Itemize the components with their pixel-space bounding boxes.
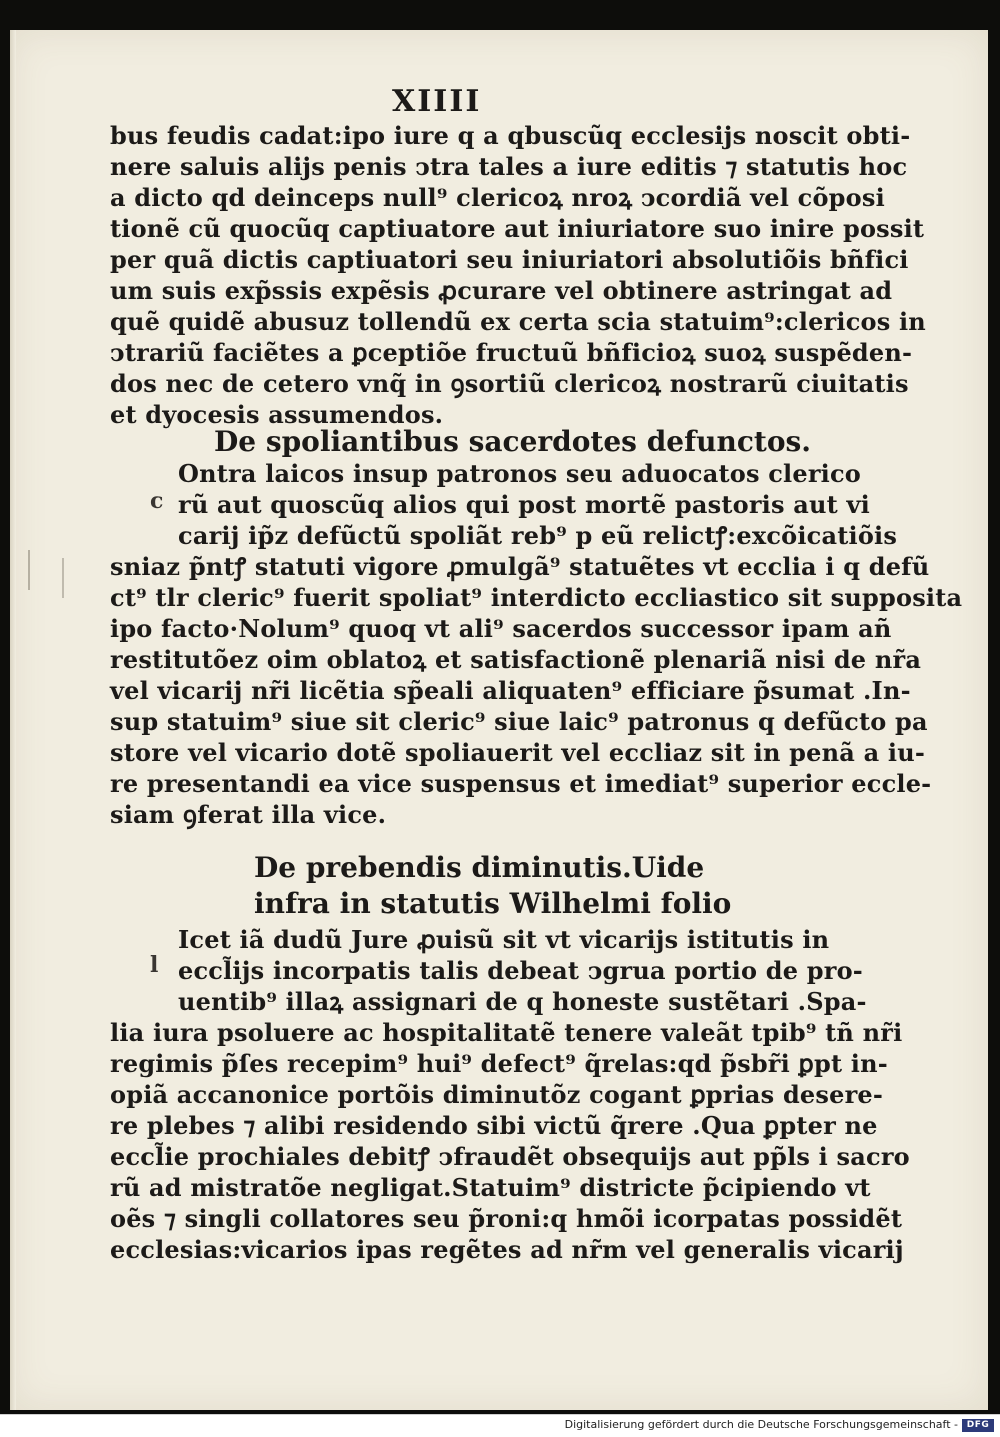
text-line: lia iura psoluere ac hospitalitatẽ tenere valeãt tpib⁹ tñ nr̃i <box>110 1018 903 1047</box>
text-line: rũ aut quoscũq alios qui post mortẽ pastoris aut vi <box>178 490 870 519</box>
margin-mark <box>62 558 64 598</box>
margin-mark <box>28 550 30 590</box>
section-heading: infra in statutis Wilhelmi folio <box>254 887 732 920</box>
section-heading: De spoliantibus sacerdotes defunctos. <box>214 425 812 458</box>
text-line: eccl̃ijs incorpatis talis debeat ↄgrua portio de pro- <box>178 956 863 985</box>
text-line: siam ꝯferat illa vice. <box>110 800 387 829</box>
text-line: bus feudis cadat:ipo iure q a qbuscũq ecclesijs noscit obti- <box>110 121 911 150</box>
footer-bar <box>0 1414 1000 1437</box>
text-line: um suis exp̃ssis expẽsis ꝓcurare vel obtinere astringat ad <box>110 276 893 305</box>
text-line: sup statuim⁹ siue sit cleric⁹ siue laic⁹ patronus q defũcto pa <box>110 707 928 736</box>
text-line: Ontra laicos insup patronos seu aduocatos clerico <box>178 459 862 488</box>
text-line: eccl̃ie prochiales debitꝭ ↄfraudẽt obsequijs aut pp̃ls i sacro <box>110 1142 910 1171</box>
text-line: sniaz p̃ntꝭ statuti vigore ꝓmulgã⁹ statuẽtes vt ecclia i q defũ <box>110 552 930 581</box>
text-line: ct⁹ tlr cleric⁹ fuerit spoliat⁹ interdicto eccliastico sit supposita <box>110 583 963 612</box>
text-line: store vel vicario dotẽ spoliauerit vel eccliaz sit in penã a iu- <box>110 738 926 767</box>
page-edge <box>10 30 16 1410</box>
scanned-page <box>10 30 988 1410</box>
text-line: per quã dictis captiuatori seu iniuriatori absolutiõis bñfici <box>110 245 909 274</box>
text-line: ipo facto·Nolum⁹ quoq vt ali⁹ sacerdos successor ipam añ <box>110 614 892 643</box>
text-line: et dyocesis assumendos. <box>110 400 444 429</box>
section-heading: De prebendis diminutis.Uide <box>254 851 705 884</box>
text-line: rũ ad mistratõe negligat.Statuim⁹ districte p̃cipiendo vt <box>110 1173 871 1202</box>
text-line: ↄtrariũ faciẽtes a ꝑceptiõe fructuũ bñficioꝝ suoꝝ suspẽden- <box>110 338 913 367</box>
text-line: vel vicarij nr̃i licẽtia sp̃eali aliquaten⁹ efficiare p̃sumat .In- <box>110 676 911 705</box>
text-line: re plebes ⁊ alibi residendo sibi victũ q̃rere .Qua ꝑpter ne <box>110 1111 878 1140</box>
text-block-1 <box>110 120 926 430</box>
folio-number: XIIII <box>392 84 482 119</box>
text-line: re presentandi ea vice suspensus et imediat⁹ superior eccle- <box>110 769 932 798</box>
text-line: ecclesias:vicarios ipas regẽtes ad nr̃m vel generalis vicarij <box>110 1235 904 1264</box>
initial-guide-letter: l <box>150 952 159 978</box>
text-line: opiã accanonice portõis diminutõz cogant ꝑprias desere- <box>110 1080 884 1109</box>
text-line: quẽ quidẽ abusuz tollendũ ex certa scia statuim⁹:clericos in <box>110 307 926 336</box>
text-line: nere saluis alijs penis ↄtra tales a iure editis ⁊ statutis hoc <box>110 152 908 181</box>
text-line: carij ip̃z defũctũ spoliãt reb⁹ p eũ relictꝭ:excõicatiõis <box>178 521 898 550</box>
text-line: a dicto qd deinceps null⁹ clericoꝝ nroꝝ ↄcordiã vel cõposi <box>110 183 885 212</box>
text-line: regimis p̃ſes recepim⁹ hui⁹ defect⁹ q̃relas:qd p̃sbr̃i ꝑpt in- <box>110 1049 888 1078</box>
text-line: tionẽ cũ quocũq captiuatore aut iniuriatore suo inire possit <box>110 214 925 243</box>
text-line: oẽs ⁊ singli collatores seu p̃roni:q hmõi icorpatas possidẽt <box>110 1204 903 1233</box>
initial-guide-letter: c <box>150 488 164 514</box>
funding-notice: Digitalisierung gefördert durch die Deutsche Forschungsgemeinschaft - <box>564 1418 958 1431</box>
text-line: dos nec de cetero vnq̃ in ꝯsortiũ clericoꝝ nostrarũ ciuitatis <box>110 369 909 398</box>
text-block-2 <box>110 458 963 830</box>
text-line: uentib⁹ illaꝝ assignari de q honeste sustẽtari .Spa- <box>178 987 867 1016</box>
dfg-logo: DFG <box>962 1419 994 1432</box>
text-block-3 <box>110 924 910 1265</box>
text-line: restitutõez oim oblatoꝝ et satisfactionẽ plenariã nisi de nr̃a <box>110 645 922 674</box>
text-line: Icet iã dudũ Jure ꝓuisũ sit vt vicarijs istitutis in <box>178 925 830 954</box>
